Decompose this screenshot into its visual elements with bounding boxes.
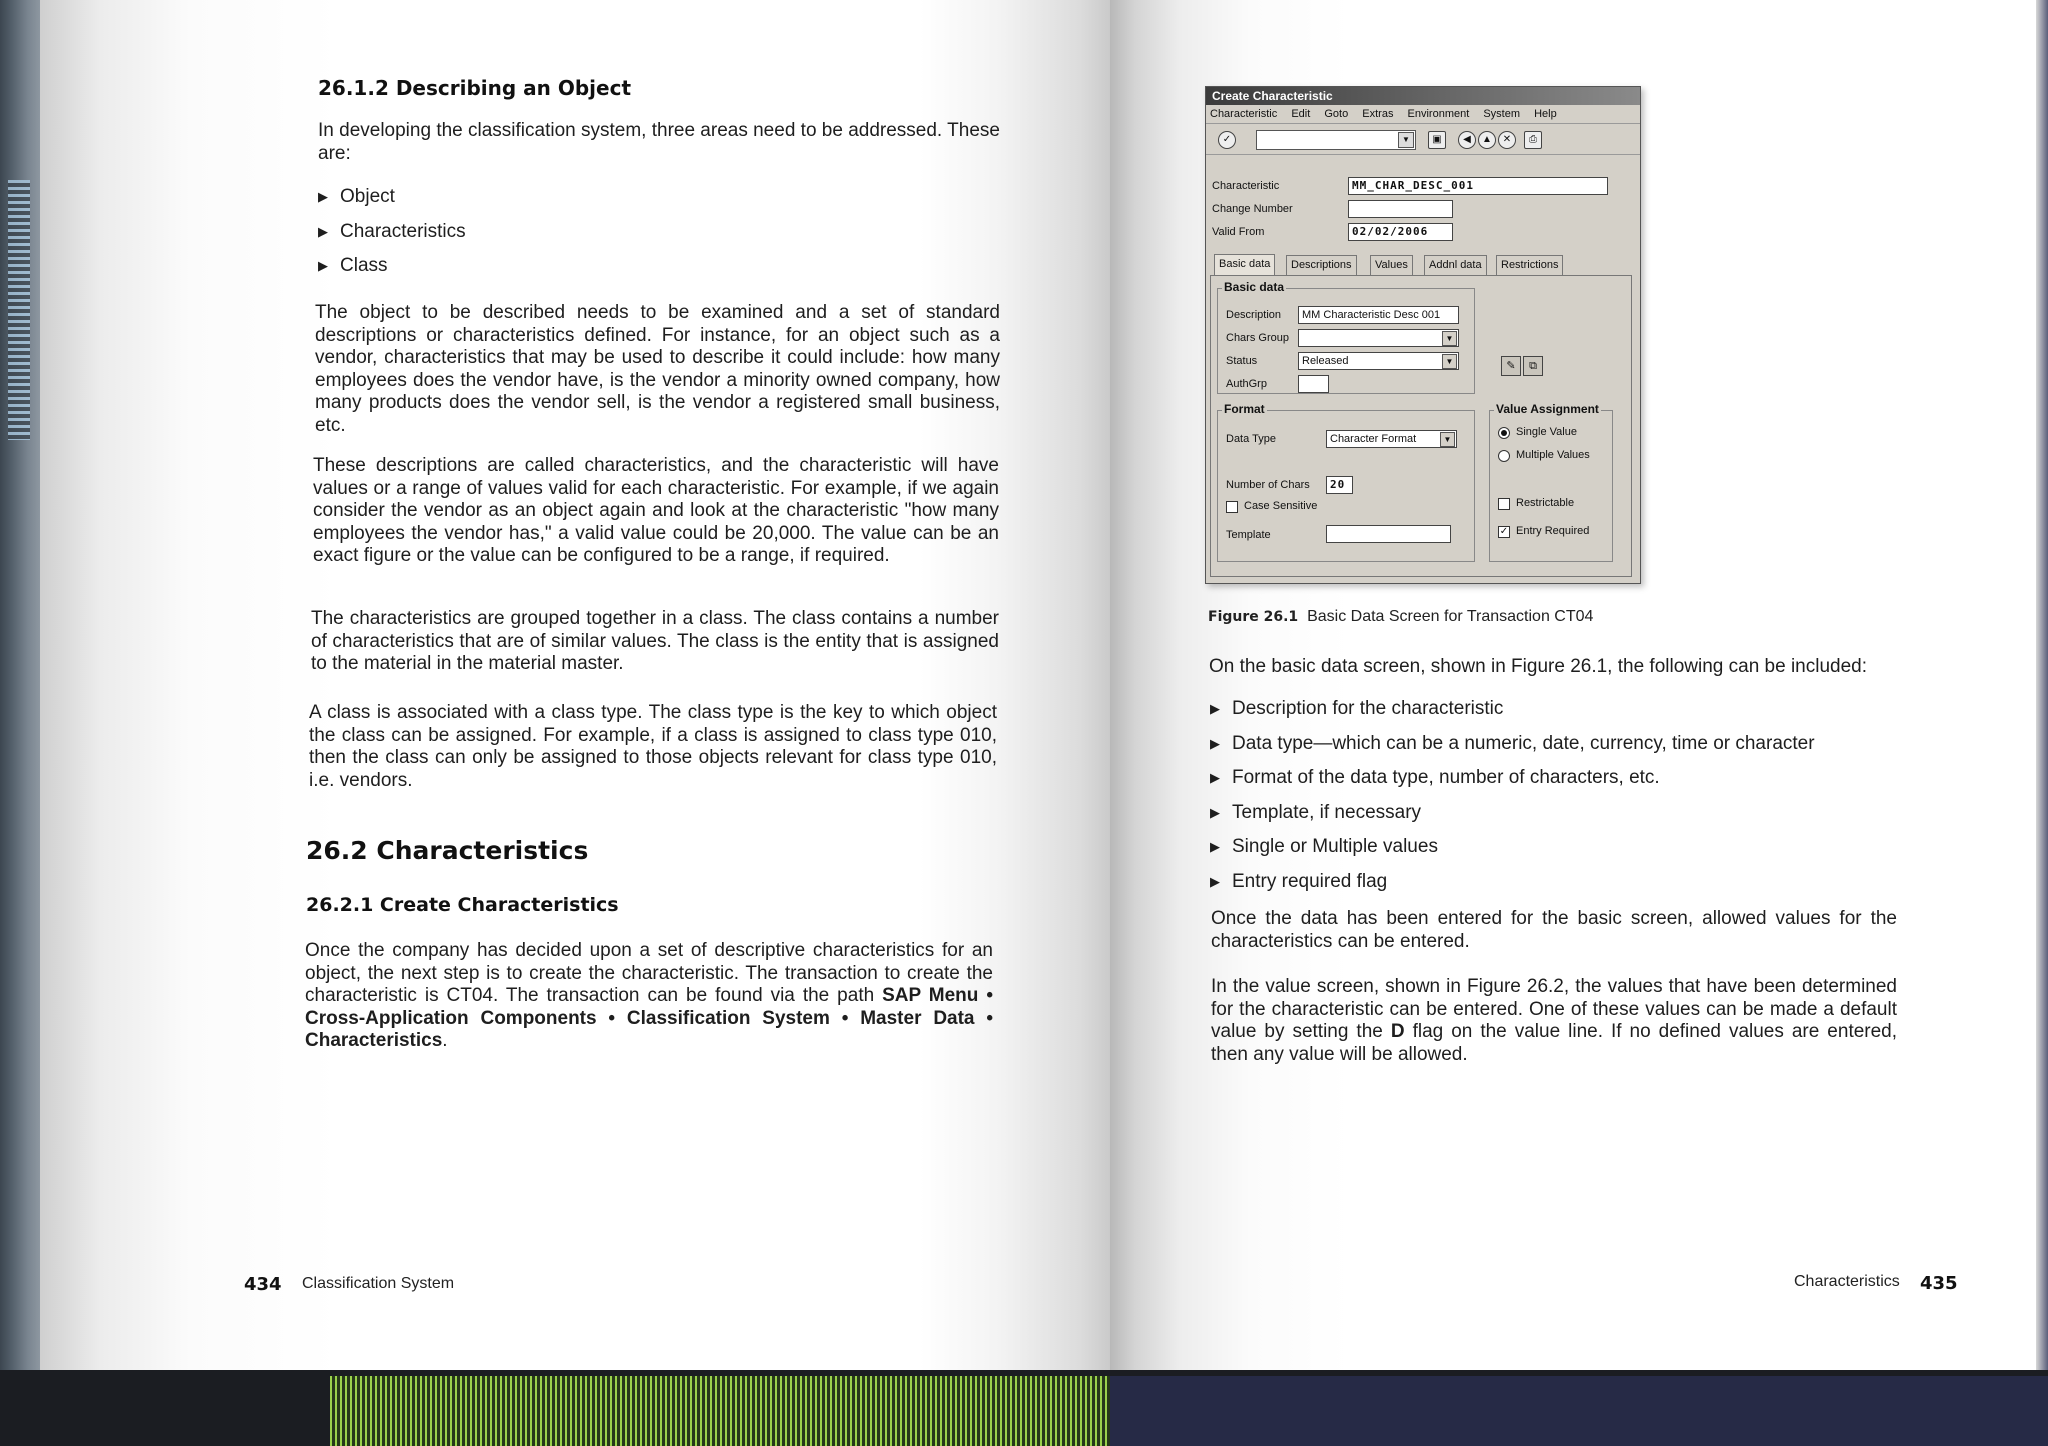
tab-descriptions[interactable]: Descriptions (1286, 255, 1357, 275)
format-group (1217, 402, 1475, 562)
running-head-left: Classification System (302, 1275, 455, 1292)
bullet-triangle-icon: ▶ (1210, 839, 1220, 854)
single-value-label: Single Value (1516, 426, 1577, 438)
list-item: ▶ Object (318, 186, 395, 207)
tab-values[interactable]: Values (1370, 255, 1413, 275)
background-dark-area (1110, 1376, 2048, 1446)
exit-icon[interactable]: ▲ (1478, 131, 1496, 149)
menu-characteristic[interactable]: Characteristic (1210, 108, 1278, 120)
bullet-triangle-icon: ▶ (1210, 770, 1220, 785)
valid-from-label: Valid From (1212, 226, 1265, 238)
page-number-left: 434 (244, 1274, 282, 1295)
multiple-values-radio[interactable] (1498, 450, 1510, 462)
sap-create-characteristic-window (1205, 86, 1641, 584)
menu-path: SAP Menu • Cross-Application Components • Classification System • Master Data • Characteristics (305, 985, 993, 1051)
menu-goto[interactable]: Goto (1324, 108, 1349, 120)
paragraph-object: The object to be described needs to be examined and a set of standard descriptions or characteristics defined. For instance, for an object such as a vendor, characteristics that may be used to describe it could include: how many employees does the vendor have, is the vendor a minority owned company, how many products does the vendor sell, is the vendor a registered small business, etc. (315, 302, 1000, 436)
menu-bar (1206, 105, 1640, 124)
tab-basic-data[interactable]: Basic data (1214, 254, 1275, 276)
entry-required-label: Entry Required (1516, 525, 1590, 537)
data-type-label: Data Type (1226, 433, 1276, 445)
value-assignment-group-title: Value Assignment (1496, 402, 1599, 416)
chars-group-select[interactable] (1298, 329, 1459, 347)
back-icon[interactable]: ◀ (1458, 131, 1476, 149)
paragraph-class: The characteristics are grouped together in a class. The class contains a number of characteristics that are of similar values. The class is the entity that is assigned to the material in the material master. (311, 608, 999, 674)
characteristic-field[interactable]: MM_CHAR_DESC_001 (1348, 177, 1608, 195)
menu-edit[interactable]: Edit (1291, 108, 1311, 120)
menu-environment[interactable]: Environment (1407, 108, 1470, 120)
paragraph-create-characteristics: Once the company has decided upon a set of descriptive characteristics for an object, the next step is to create the characteristic. The transaction to create the characteristic is CT04. The transaction can be found via the path SAP Menu • Cross-Application Components • Classification System • Master Data • Characteristics. (305, 940, 993, 1051)
chevron-down-icon[interactable]: ▼ (1442, 354, 1457, 369)
description-label: Description (1226, 309, 1282, 321)
change-number-field[interactable] (1348, 200, 1453, 218)
heading-26-2-1: 26.2.1 Create Characteristics (306, 894, 619, 916)
bullet-triangle-icon: ▶ (1210, 873, 1220, 889)
authgrp-label: AuthGrp (1226, 378, 1267, 390)
running-head-right: Characteristics (1794, 1273, 1900, 1290)
page-number-right: 435 (1920, 1273, 1958, 1294)
basic-screen-bullet-list (1210, 698, 1900, 905)
menu-system[interactable]: System (1483, 108, 1521, 120)
bullet-triangle-icon: ▶ (1210, 804, 1220, 820)
figure-label: Figure 26.1 (1208, 609, 1299, 625)
print-icon[interactable]: ⎙ (1524, 131, 1542, 149)
list-item: ▶ Class (318, 255, 388, 276)
num-chars-field[interactable]: 20 (1326, 476, 1353, 494)
cancel-icon[interactable]: ✕ (1498, 131, 1516, 149)
window-title: Create Characteristic (1206, 87, 1640, 105)
paragraph-characteristics: These descriptions are called characteristics, and the characteristic will have values or a range of values valid for each characteristic. For example, if we again consider the vendor as an object again and look at the characteristic "how many employees the vendor has," a valid value could be 20,000. The value can be an exact figure or the value can be configured to be a range, if required. (313, 455, 999, 566)
template-field[interactable] (1326, 525, 1451, 543)
list-item: ▶ Characteristics (318, 220, 466, 242)
command-field[interactable] (1256, 130, 1416, 150)
list-item: ▶ Description for the characteristic (1210, 698, 1504, 719)
status-label: Status (1226, 355, 1258, 367)
list-item: ▶ Entry required flag (1210, 870, 1388, 892)
enter-icon[interactable]: ✓ (1218, 131, 1236, 149)
paragraph-class-type: A class is associated with a class type. The class type is the key to which object the class can be assigned. For example, if a class is assigned to class type 010, then the class can only be assigned to those objects relevant for class type 010, i.e. vendors. (309, 702, 997, 791)
background-green-stripes (330, 1376, 1110, 1446)
characteristic-label: Characteristic (1212, 180, 1280, 192)
basic-screen-intro: On the basic data screen, shown in Figure 26.1, the following can be included: (1209, 656, 1868, 677)
description-field[interactable]: MM Characteristic Desc 001 (1298, 306, 1459, 324)
tab-addnl-data[interactable]: Addnl data (1424, 255, 1487, 275)
default-flag: D (1390, 1021, 1405, 1042)
tab-restrictions[interactable]: Restrictions (1496, 255, 1563, 275)
entry-required-checkbox[interactable]: ✓ (1499, 526, 1509, 537)
num-chars-label: Number of Chars (1226, 479, 1310, 491)
valid-from-field[interactable]: 02/02/2006 (1348, 223, 1453, 241)
figure-caption: Figure 26.1 Basic Data Screen for Transaction CT04 (1208, 608, 1594, 625)
menu-extras[interactable]: Extras (1362, 108, 1394, 120)
bullet-triangle-icon: ▶ (1210, 735, 1220, 751)
bullet-triangle-icon: ▶ (318, 258, 328, 273)
chevron-down-icon[interactable]: ▼ (1440, 432, 1455, 447)
list-item: ▶ Format of the data type, number of characters, etc. (1210, 767, 1660, 788)
case-sensitive-label: Case Sensitive (1244, 500, 1318, 512)
case-sensitive-checkbox[interactable] (1226, 501, 1238, 513)
format-group-title: Format (1224, 402, 1265, 416)
basic-data-panel (1210, 275, 1632, 577)
change-number-label: Change Number (1212, 203, 1293, 215)
bullet-triangle-icon: ▶ (1210, 701, 1220, 716)
list-item: ▶ Data type—which can be a numeric, date, currency, time or character (1210, 732, 1815, 754)
intro-paragraph: In developing the classification system, three areas need to be addressed. These are: (318, 120, 1000, 164)
chevron-down-icon[interactable]: ▼ (1442, 331, 1457, 346)
paragraph-value-screen: In the value screen, shown in Figure 26.2, the values that have been determined for the characteristic can be entered. One of these values can be made a default value by setting the D flag on the value line. If no defined values are entered, then any value will be allowed. (1211, 976, 1898, 1065)
list-item: ▶ Single or Multiple values (1210, 836, 1438, 857)
copy-icon[interactable]: ⧉ (1523, 356, 1543, 376)
right-cover-edge (2036, 0, 2048, 1380)
value-assignment-group (1489, 402, 1613, 562)
cover-pattern (8, 180, 30, 440)
authgrp-field[interactable] (1298, 375, 1329, 393)
chars-group-label: Chars Group (1226, 332, 1289, 344)
section-heading-26-1-2: 26.1.2 Describing an Object (318, 76, 632, 100)
multiple-values-label: Multiple Values (1516, 449, 1590, 461)
heading-26-2: 26.2 Characteristics (306, 836, 589, 865)
basic-data-group (1217, 280, 1475, 394)
toolbar (1206, 124, 1640, 155)
edit-icon[interactable]: ✎ (1501, 356, 1521, 376)
bullet-triangle-icon: ▶ (318, 189, 328, 204)
bullet-triangle-icon: ▶ (318, 223, 328, 239)
basic-data-group-title: Basic data (1224, 280, 1285, 294)
data-type-select[interactable]: Character Format ▼ (1326, 430, 1457, 448)
restrictable-checkbox[interactable] (1498, 498, 1510, 510)
list-item: ▶ Template, if necessary (1210, 801, 1422, 823)
menu-help[interactable]: Help (1534, 108, 1557, 120)
paragraph-allowed-values: Once the data has been entered for the basic screen, allowed values for the characteristics can be entered. (1211, 908, 1897, 952)
single-value-radio[interactable] (1498, 427, 1510, 439)
template-label: Template (1226, 529, 1271, 541)
restrictable-label: Restrictable (1516, 497, 1575, 509)
status-select[interactable]: Released ▼ (1298, 352, 1459, 370)
chevron-down-icon[interactable]: ▼ (1398, 132, 1414, 148)
area-bullet-list (318, 186, 618, 290)
save-icon[interactable]: ▣ (1428, 131, 1446, 149)
